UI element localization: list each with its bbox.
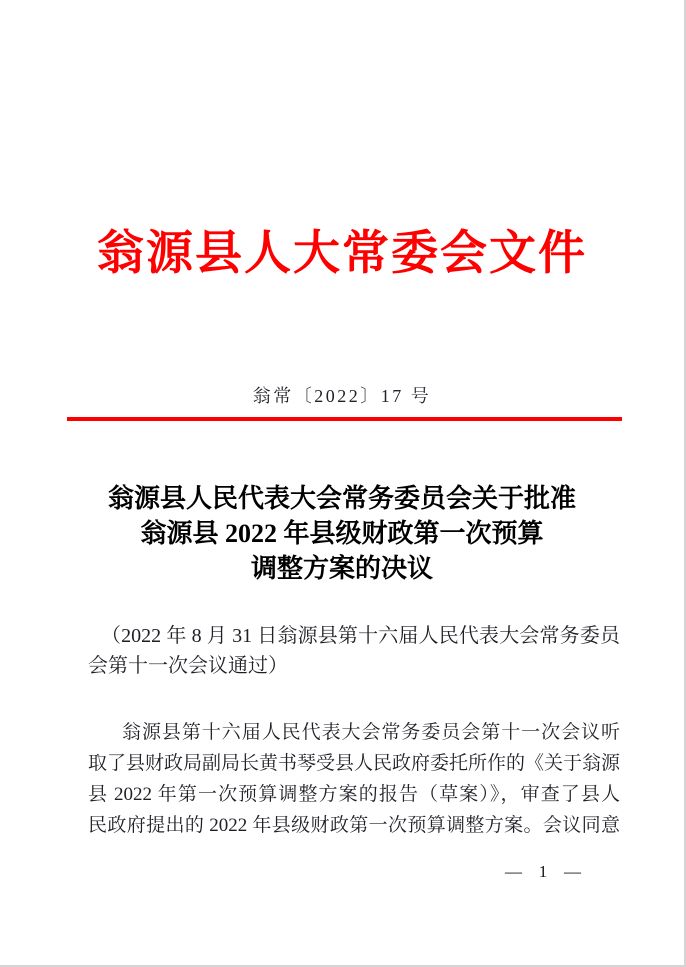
page-number-right-dash: — [564,862,581,881]
resolution-title-line-1: 翁源县人民代表大会常务委员会关于批准 [107,484,576,513]
body-paragraph [88,717,620,841]
document-number: 翁常〔2022〕17 号 [252,386,432,406]
letterhead-title: 翁源县人大常委会文件 [97,228,587,280]
page-number [505,860,581,884]
adoption-note [88,621,620,681]
resolution-title [0,481,684,586]
adoption-note-line-1: （2022 年 8 月 31 日翁源县第十六届人民代表大会常务委员 [101,625,620,647]
red-separator-line [67,417,622,421]
page-number-left-dash: — [505,862,522,881]
body-line-1: 翁源县第十六届人民代表大会常务委员会第十一次会议听 [122,722,620,743]
body-line-4: 民政府提出的 2022 年县级财政第一次预算调整方案。会议同意 [88,815,620,836]
body-line-2: 取了县财政局副局长黄书琴受县人民政府委托所作的《关于翁源 [88,753,621,774]
page-number-value: 1 [538,862,548,881]
body-line-3: 县 2022 年第一次预算调整方案的报告（草案）》，审查了县人 [88,784,620,805]
adoption-note-line-2: 会第十一次会议通过） [88,655,288,677]
resolution-title-line-3: 调整方案的决议 [250,554,433,583]
resolution-title-line-2: 翁源县 2022 年县级财政第一次预算 [140,519,544,548]
